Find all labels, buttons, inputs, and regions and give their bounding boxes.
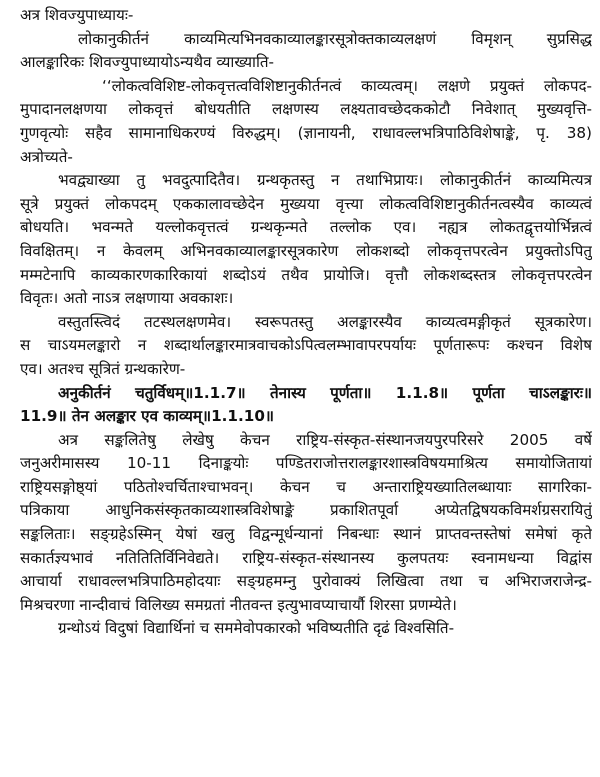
closing-line: ग्रन्थोऽयं विदुषां विद्यार्थिनां च सममेवोपकारको भविष्यतीति दृढं विश्वसिति-	[58, 619, 455, 638]
quote-line: मुपादानलक्षणया लोकवृत्तं बोधयतीति लक्षणस्य लक्ष्यतावच्छेदककोटौ निवेशात् मुख्यवृत्ति-	[20, 100, 592, 119]
text-line: बोधयति। भवन्मते यल्लोकवृत्तत्वं ग्रन्थकृन्मते तल्लोक एव। नह्यत्र लोकतद्वृत्तयोर्भिन्नत्वं	[20, 218, 592, 237]
text-line: सङ्कलिताः। सङ्ग्रहेऽस्मिन् येषां खलु विद्वन्मूर्धन्यानां निबन्धाः स्थानं प्राप्तवन्तस्तेषां समेषां कृते	[20, 525, 592, 544]
text-line: लोकानुकीर्तनं काव्यमित्यभिनवकाव्यालङ्कारसूत्रोक्तकाव्यलक्षणं विमृशन् सुप्रसिद्ध	[78, 29, 592, 48]
section-heading: अत्र शिवज्युपाध्यायः-	[20, 6, 134, 24]
text-line: वस्तुतस्त्विदं तटस्थलक्षणमेव। स्वरूपतस्तु अलङ्कारस्यैव काव्यत्वमङ्गीकृतं सूत्रकारेण।	[58, 312, 592, 331]
text-line: मिश्रचरणा नान्दीवाचं विलिख्य समग्रतां नीतवन्त इत्युभावप्याचार्यौ शिरसा प्रणम्येते।	[20, 595, 457, 614]
text-line: स चाऽयमलङ्कारो न शब्दार्थालङ्कारमात्रवाचकोऽपित्वलम्भावापरपर्यायः पूर्णतारूपः कश्चन विशेष	[20, 336, 592, 355]
text-line: सूत्रे प्रयुक्तं लोकपदम् एककालावच्छेदेन मुख्यया वृत्त्या लोकत्वविशिष्टानुकीर्तनत्वस्यैव काव्यत्वं	[20, 194, 592, 213]
text-line: भवद्व्याख्या तु भवदुत्पादितैव। ग्रन्थकृतस्तु न तथाभिप्रायः। लोकानुकीर्तनं काव्यमित्यत्र	[58, 171, 592, 190]
text-line: एव। अतश्च सूत्रितं ग्रन्थकारेण-	[20, 359, 186, 378]
text-line: आलङ्कारिकः शिवज्युपाध्यायोऽन्यथैव व्याख्याति-	[20, 53, 275, 72]
response-heading: अत्रोच्यते-	[20, 147, 73, 166]
text-line: पत्रिकाया आधुनिकसंस्कृतकाव्यशास्त्रविशेषाङ्के प्रकाशितपूर्वा अप्येतद्विषयकविमर्शग्रसरायितुं	[20, 501, 592, 520]
quote-line: गुणवृत्योः सहैव सामानाधिकरण्यं विरुद्धम्। (ज्ञानायनी, राधावल्लभत्रिपाठिविशेषाङ्के, पृ. 38)	[20, 123, 592, 142]
text-line: अत्र सङ्कलितेषु लेखेषु केचन राष्ट्रिय-संस्कृत-संस्थानजयपुरपरिसरे 2005 वर्षे	[58, 430, 592, 449]
text-line: मम्मटेनापि काव्यकारणकारिकायां शब्दोऽयं तथैव प्रायोजि। वृत्तौ लोकशब्दस्तत्र लोकवृत्तपरत्वेन	[20, 265, 592, 284]
text-line: राष्ट्रियसङ्गोष्ठ्यां पठितोश्चर्चिताश्चाभवन्। केचन च अन्ताराष्ट्रियख्यातिलब्धायाः सागरिका-	[20, 477, 592, 496]
sutra-line: अनुकीर्तनं चतुर्विधम्॥1.1.7॥ तेनास्य पूर्णता॥ 1.1.8॥ पूर्णता चाऽलङ्कारः॥	[58, 383, 592, 402]
text-line: जनुअरीमासस्य 10-11 दिनाङ्कयोः पण्डितराजोत्तरालङ्कारशास्त्रविषयमाश्रित्य समायोजितायां	[20, 454, 592, 473]
text-line: विवृतः। अतो नाऽत्र लक्षणाया अवकाशः।	[20, 289, 234, 308]
text-line: विवक्षितम्। न केवलम् अभिनवकाव्यालङ्कारसूत्रकारेण लोकशब्दो लोकवृत्तपरत्वेन प्रयुक्तोऽपितु	[20, 241, 592, 260]
text-line: आचार्या राधावल्लभत्रिपाठिमहोदयाः सङ्ग्रहमम्नु पुरोवाक्यं लिखित्वा तथा च अभिराजराजेन्द्र-	[20, 572, 592, 591]
quote-line: ‘‘लोकत्वविशिष्ट-लोकवृत्तत्वविशिष्टानुकीर्तनत्वं काव्यत्वम्। लक्षणे प्रयुक्तं लोकपद-	[102, 76, 592, 95]
text-line: सकार्तज्ञ्यभावं नतितितिर्विनिवेद्यते। राष्ट्रिय-संस्कृत-संस्थानस्य कुलपतयः स्वनामधन्या विद्वांस	[20, 548, 592, 567]
sutra-line: 11.9॥ तेन अलङ्कार एव काव्यम्॥1.1.10॥	[20, 407, 274, 426]
